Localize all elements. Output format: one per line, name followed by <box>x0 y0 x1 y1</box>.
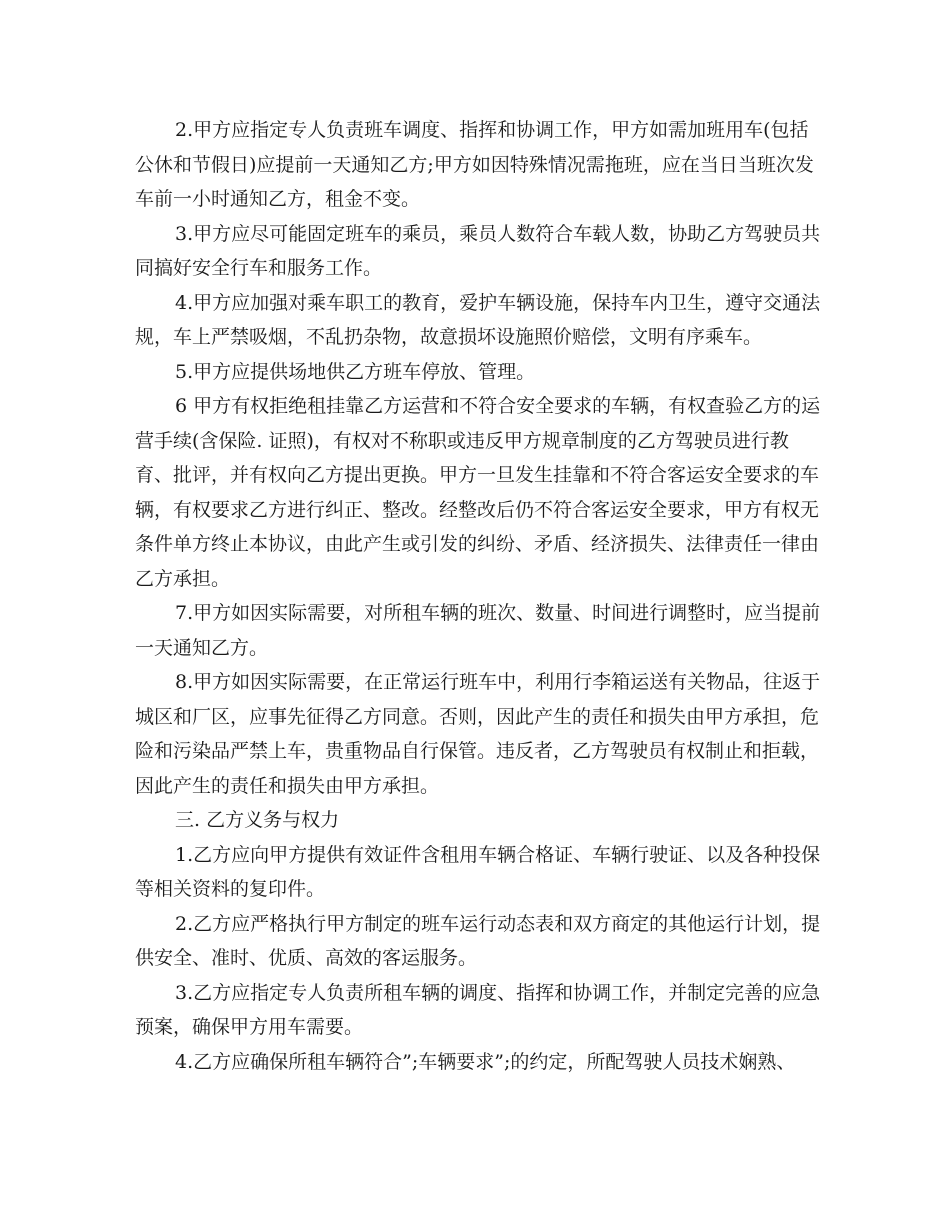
section-paragraph-3: 3.乙方应指定专人负责所租车辆的调度、指挥和协调工作，并制定完善的应急预案，确保甲方用车需要。 <box>135 981 821 1038</box>
section-paragraph-1: 1.乙方应向甲方提供有效证件含租用车辆合格证、车辆行驶证、以及各种投保等相关资料的复印件。 <box>135 843 821 900</box>
section-heading: 三. 乙方义务与权力 <box>175 809 340 831</box>
section-paragraph-2: 2.乙方应严格执行甲方制定的班车运行动态表和双方商定的其他运行计划，提供安全、准时、优质、高效的客运服务。 <box>135 912 821 969</box>
paragraph-item-7: 7.甲方如因实际需要，对所租车辆的班次、数量、时间进行调整时，应当提前一天通知乙方。 <box>135 602 821 659</box>
paragraph-item-3: 3.甲方应尽可能固定班车的乘员，乘员人数符合车载人数，协助乙方驾驶员共同搞好安全行车和服务工作。 <box>135 222 821 279</box>
paragraph-item-6: 6 甲方有权拒绝租挂靠乙方运营和不符合安全要求的车辆，有权查验乙方的运营手续(含保险. 证照)，有权对不称职或违反甲方规章制度的乙方驾驶员进行教育、批评，并有权向乙方提出更换。甲方一旦发生挂靠和不符合客运安全要求的车辆，有权要求乙方进行纠正、整改。经整改后仍不符合客运安全要求，甲方有权无条件单方终止本协议，由此产生或引发的纠纷、矛盾、经济损失、法律责任一律由乙方承担。 <box>135 395 821 590</box>
section-paragraph-4: 4.乙方应确保所租车辆符合”;车辆要求”;的约定，所配驾驶人员技术娴熟、 <box>175 1050 796 1073</box>
document-body <box>135 113 825 1079</box>
paragraph-item-4: 4.甲方应加强对乘车职工的教育，爱护车辆设施，保持车内卫生，遵守交通法规，车上严禁吸烟，不乱扔杂物，故意损坏设施照价赔偿，文明有序乘车。 <box>135 291 821 348</box>
paragraph-item-5: 5.甲方应提供场地供乙方班车停放、管理。 <box>175 360 536 383</box>
paragraph-item-2: 2.甲方应指定专人负责班车调度、指挥和协调工作，甲方如需加班用车(包括公休和节假日)应提前一天通知乙方;甲方如因特殊情况需拖班，应在当日当班次发车前一小时通知乙方，租金不变。 <box>135 119 814 210</box>
paragraph-item-8: 8.甲方如因实际需要，在正常运行班车中，利用行李箱运送有关物品，往返于城区和厂区，应事先征得乙方同意。否则，因此产生的责任和损失由甲方承担，危险和污染品严禁上车，贵重物品自行保管。违反者，乙方驾驶员有权制止和拒载，因此产生的责任和损失由甲方承担。 <box>135 671 821 797</box>
